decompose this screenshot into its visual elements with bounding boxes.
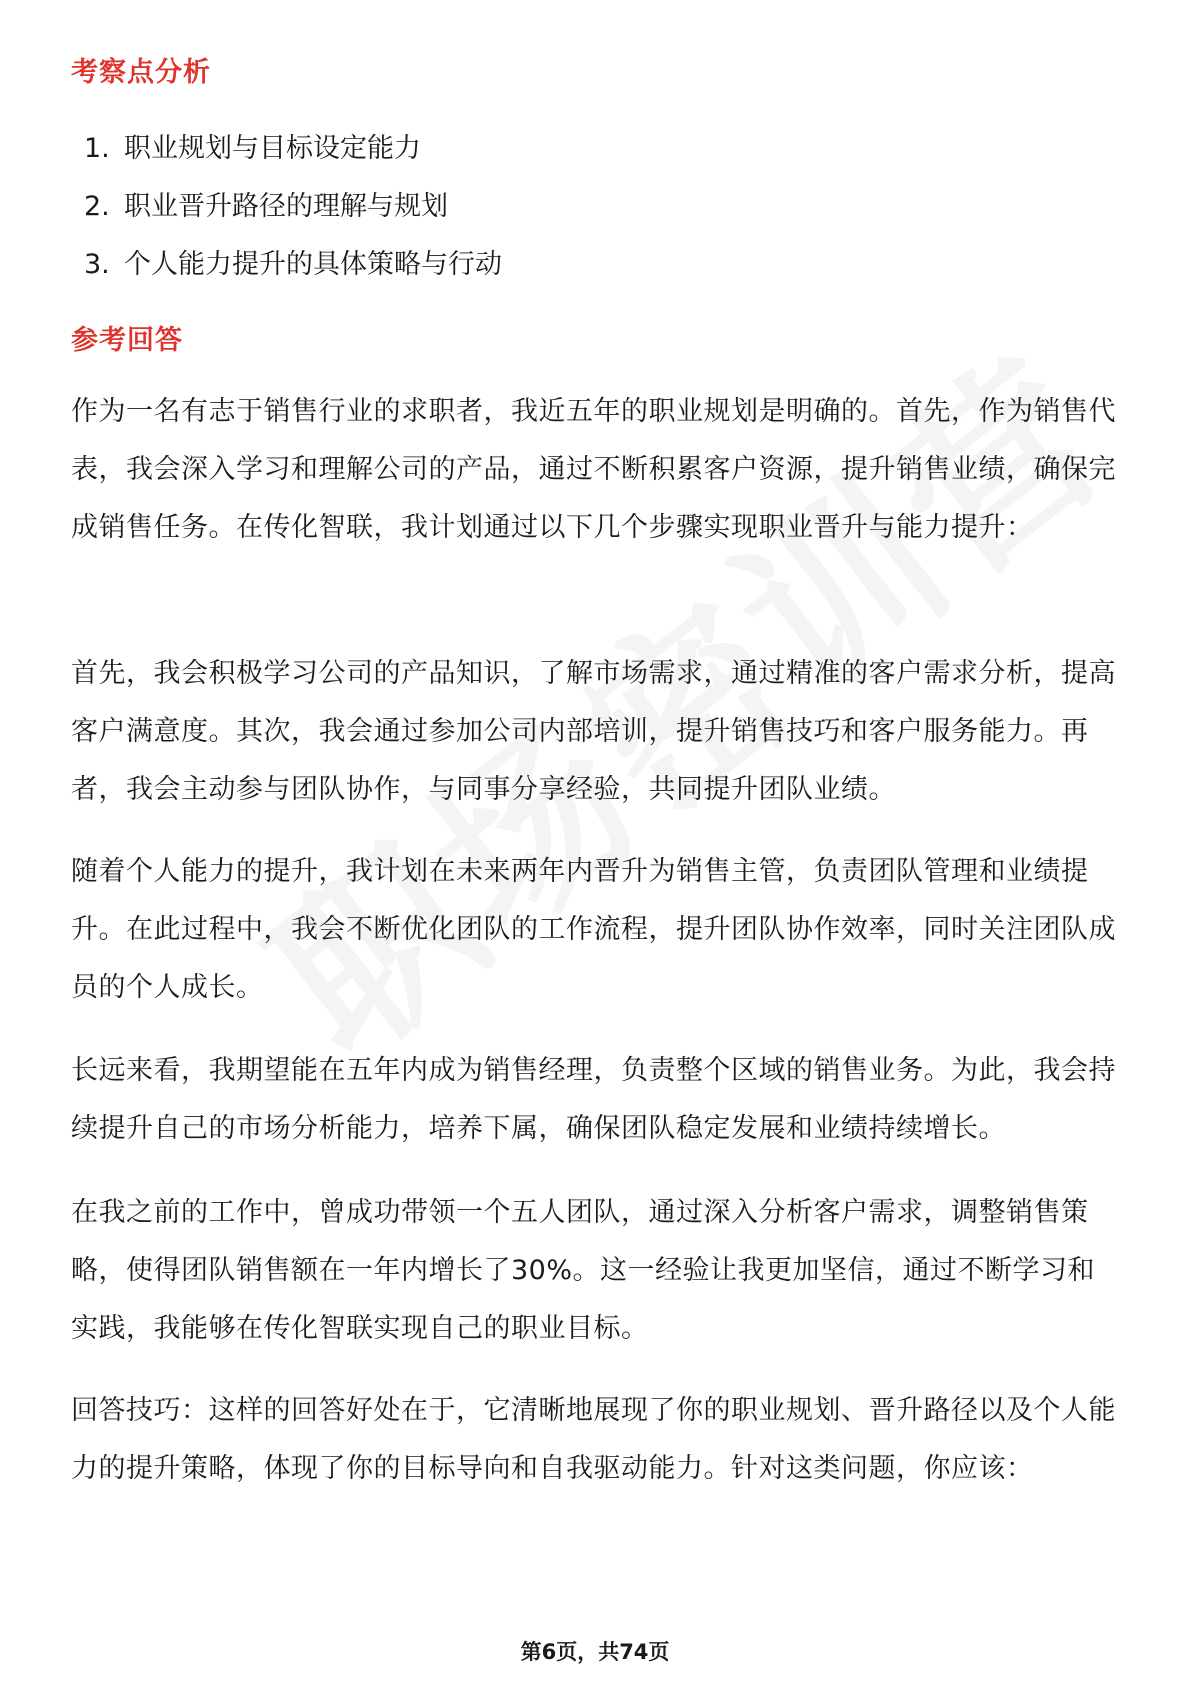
section-heading-answer: 参考回答 bbox=[71, 325, 183, 356]
list-item-text: 职业晋升路径的理解与规划 bbox=[124, 191, 448, 222]
tips-paragraph: 回答技巧：这样的回答好处在于，它清晰地展现了你的职业规划、晋升路径以及个人能力的提升策略，体现了你的目标导向和自我驱动能力。针对这类问题，你应该： bbox=[71, 1395, 1116, 1484]
page-number: 第6页，共74页 bbox=[520, 1640, 670, 1664]
list-item-number: 3. bbox=[84, 249, 110, 280]
list-item bbox=[84, 120, 502, 178]
answer-paragraph: 随着个人能力的提升，我计划在未来两年内晋升为销售主管，负责团队管理和业绩提升。在此过程中，我会不断优化团队的工作流程，提升团队协作效率，同时关注团队成员的个人成长。 bbox=[71, 856, 1116, 1003]
list-item-number: 1. bbox=[84, 133, 110, 164]
list-item-number: 2. bbox=[84, 191, 110, 222]
answer-paragraph: 在我之前的工作中，曾成功带领一个五人团队，通过深入分析客户需求，调整销售策略，使得团队销售额在一年内增长了30%。这一经验让我更加坚信，通过不断学习和实践，我能够在传化智联实现自己的职业目标。 bbox=[71, 1197, 1096, 1344]
analysis-list bbox=[84, 120, 502, 294]
answer-paragraph: 首先，我会积极学习公司的产品知识，了解市场需求，通过精准的客户需求分析，提高客户满意度。其次，我会通过参加公司内部培训，提升销售技巧和客户服务能力。再者，我会主动参与团队协作，与同事分享经验，共同提升团队业绩。 bbox=[71, 658, 1116, 805]
list-item-text: 个人能力提升的具体策略与行动 bbox=[124, 249, 502, 280]
answer-paragraph: 作为一名有志于销售行业的求职者，我近五年的职业规划是明确的。首先，作为销售代表，我会深入学习和理解公司的产品，通过不断积累客户资源，提升销售业绩，确保完成销售任务。在传化智联，我计划通过以下几个步骤实现职业晋升与能力提升： bbox=[71, 396, 1116, 543]
list-item-text: 职业规划与目标设定能力 bbox=[124, 133, 421, 164]
list-item bbox=[84, 236, 502, 294]
section-heading-analysis: 考察点分析 bbox=[71, 57, 211, 88]
answer-paragraph: 长远来看，我期望能在五年内成为销售经理，负责整个区域的销售业务。为此，我会持续提升自己的市场分析能力，培养下属，确保团队稳定发展和业绩持续增长。 bbox=[71, 1055, 1116, 1144]
list-item bbox=[84, 178, 502, 236]
